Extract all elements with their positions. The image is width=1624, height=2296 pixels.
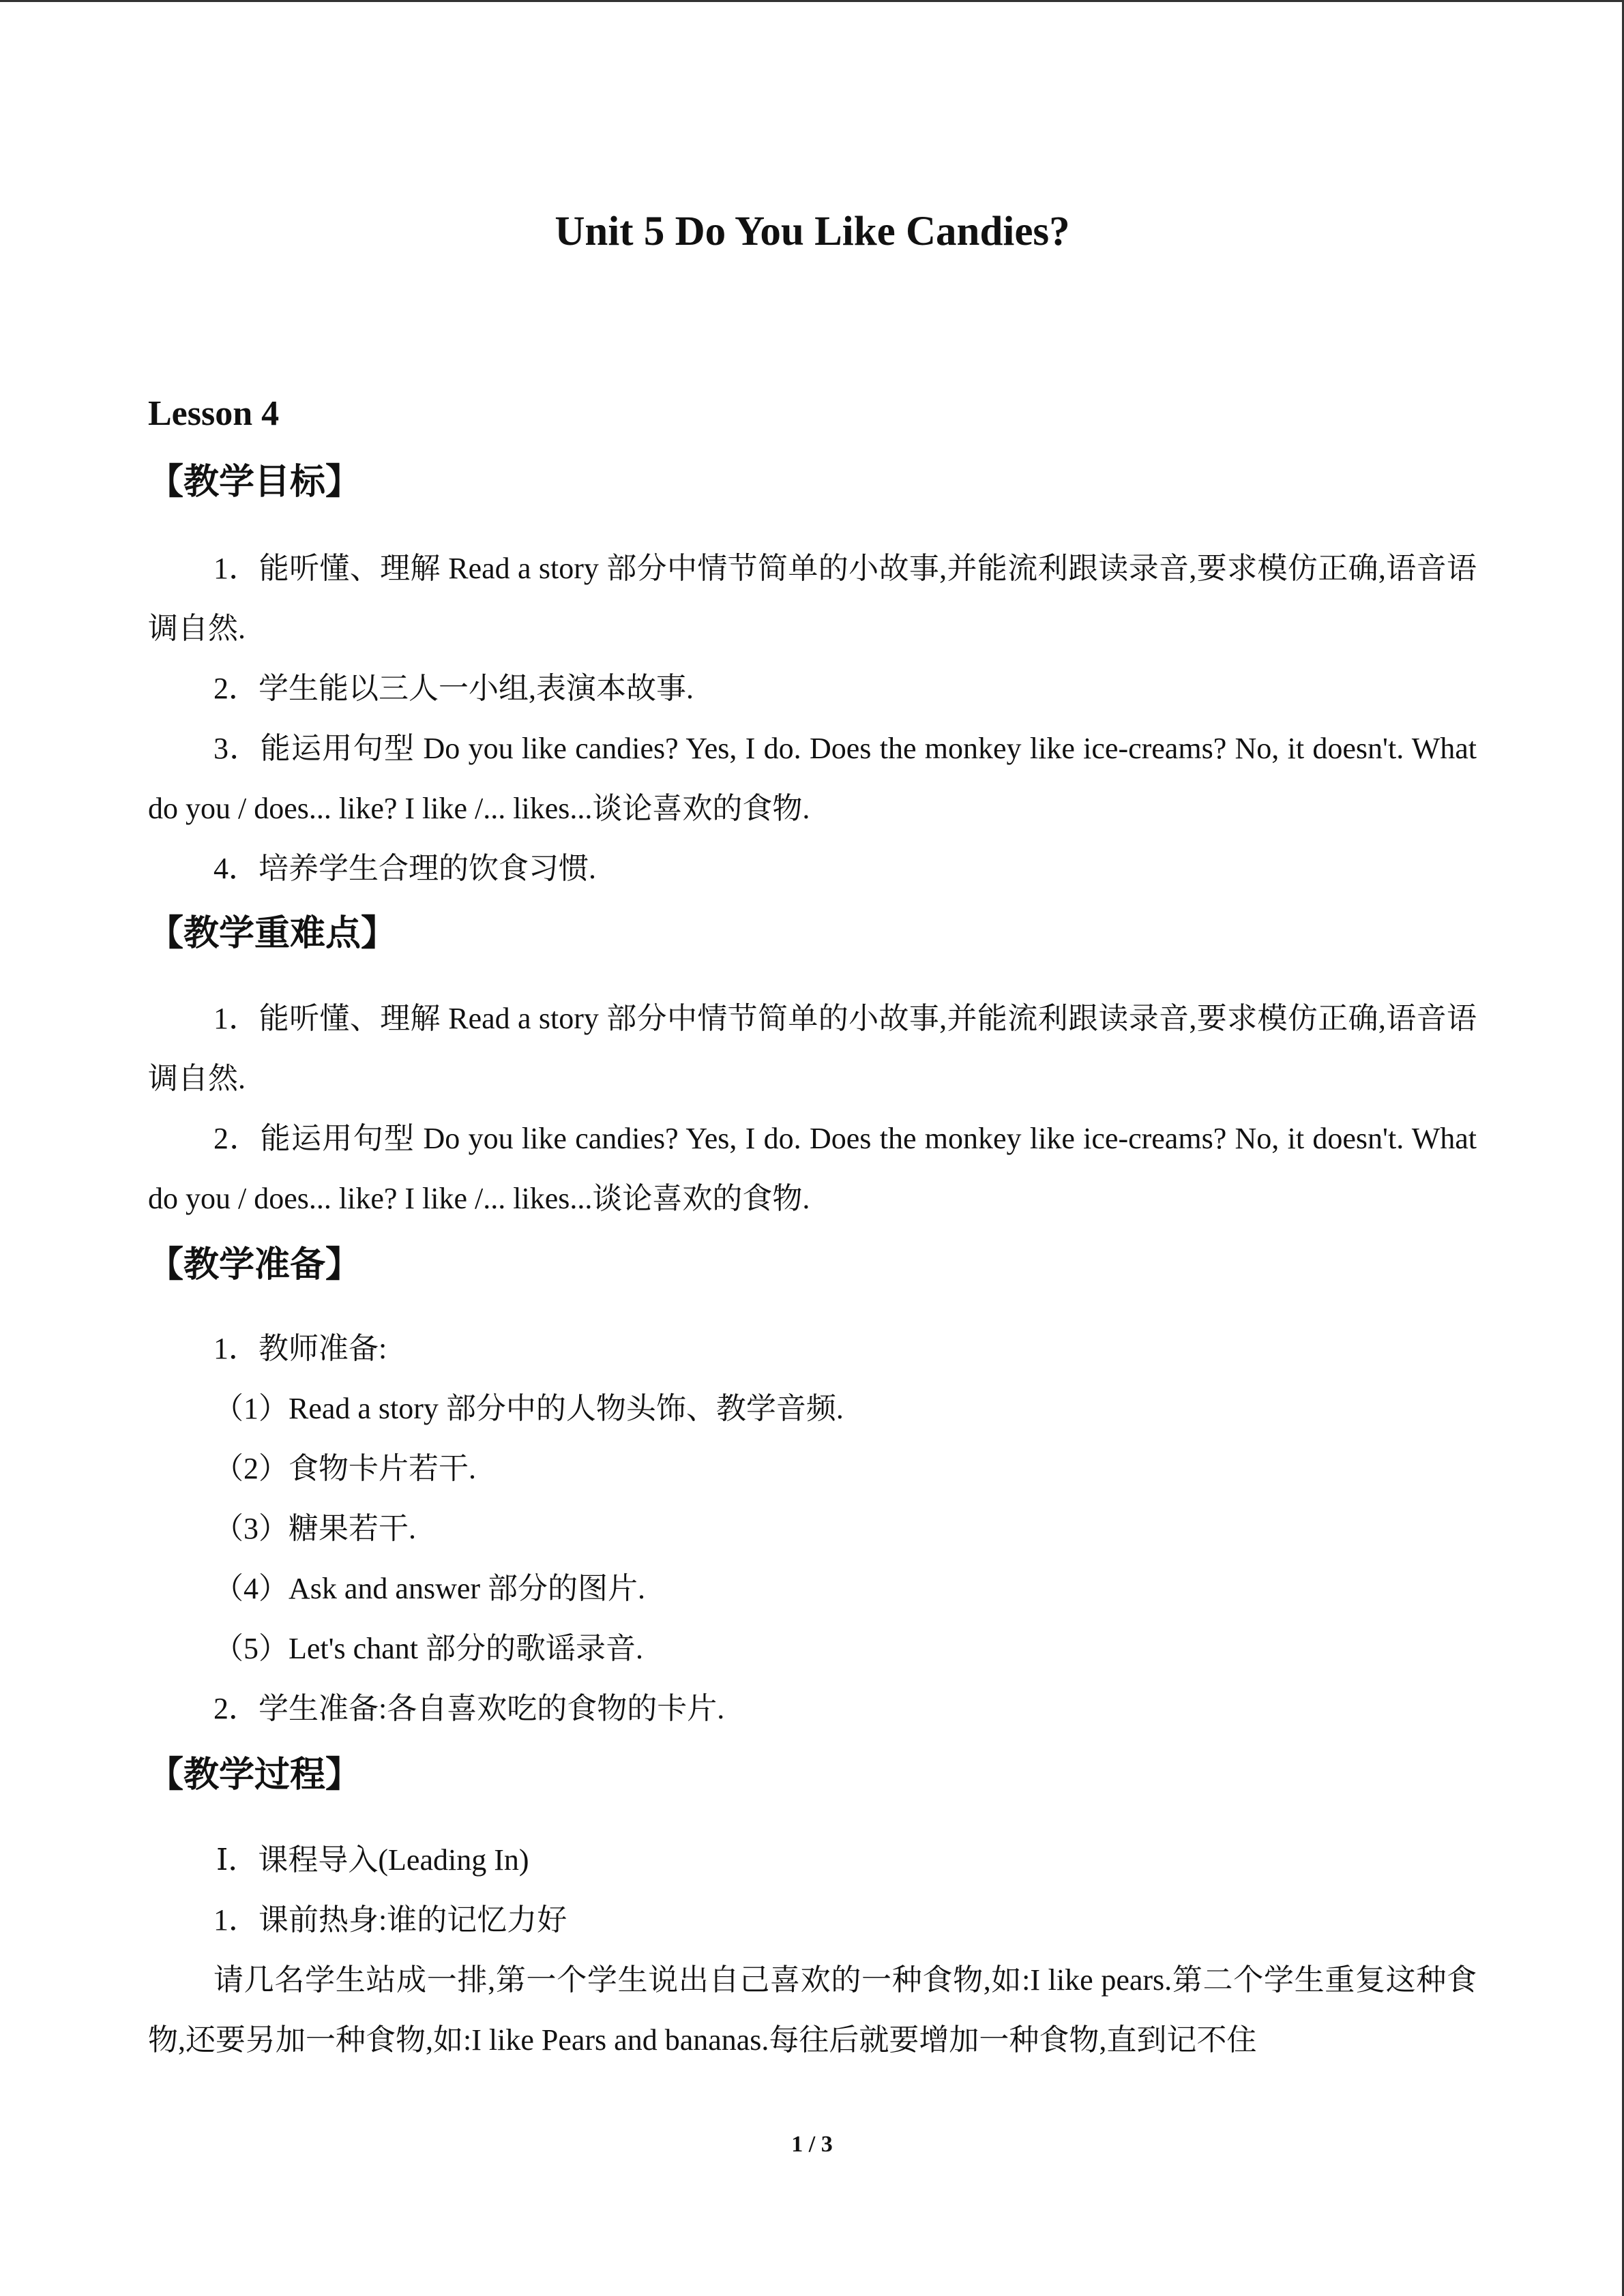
objective-item: 1．能听懂、理解 Read a story 部分中情节简单的小故事,并能流利跟读录音,要求模仿正确,语音语调自然. [148, 552, 1477, 645]
key-points-heading: 【教学重难点】 [148, 913, 397, 954]
page-title: Unit 5 Do You Like Candies? [555, 209, 1070, 254]
student-preparation-label: 2．学生准备:各自喜欢吃的食物的卡片. [213, 1692, 725, 1725]
objective-item: 3．能运用句型 Do you like candies? Yes, I do. Does the monkey like ice-creams? No, it doesn't. What do you / does... like? I like /... likes...谈论喜欢的食物. [148, 732, 1477, 825]
teacher-preparation-label: 1．教师准备: [213, 1332, 387, 1365]
teacher-preparation-item: （1）Read a story 部分中的人物头饰、教学音频. [213, 1392, 844, 1425]
warmup-text: 请几名学生站成一排,第一个学生说出自己喜欢的一种食物,如:I like pears.第二个学生重复这种食物,还要另加一种食物,如:I like Pears and bananas.每往后就要增加一种食物,直到记不住 [148, 1963, 1477, 2057]
page-top-border [0, 0, 1624, 2]
page-number: 1 / 3 [791, 2132, 833, 2157]
lesson-label: Lesson 4 [148, 394, 280, 433]
process-heading: 【教学过程】 [148, 1755, 361, 1795]
teacher-preparation-item: （2）食物卡片若干. [213, 1452, 476, 1485]
key-point-item: 2．能运用句型 Do you like candies? Yes, I do. Does the monkey like ice-creams? No, it doesn't. What do you / does... like? I like /... likes...谈论喜欢的食物. [148, 1122, 1477, 1215]
preparation-heading: 【教学准备】 [148, 1244, 361, 1285]
objective-item: 2．学生能以三人一小组,表演本故事. [213, 672, 694, 705]
objectives-heading: 【教学目标】 [148, 462, 361, 503]
process-step-title: Ⅰ．课程导入(Leading In) [216, 1843, 529, 1877]
key-point-item: 1．能听懂、理解 Read a story 部分中情节简单的小故事,并能流利跟读录音,要求模仿正确,语音语调自然. [148, 1002, 1477, 1095]
teacher-preparation-item: （3）糖果若干. [213, 1512, 416, 1545]
objective-item: 4．培养学生合理的饮食习惯. [213, 852, 596, 885]
teacher-preparation-item: （5）Let's chant 部分的歌谣录音. [213, 1632, 643, 1665]
teacher-preparation-item: （4）Ask and answer 部分的图片. [213, 1572, 646, 1605]
warmup-title: 1．课前热身:谁的记忆力好 [213, 1903, 567, 1937]
